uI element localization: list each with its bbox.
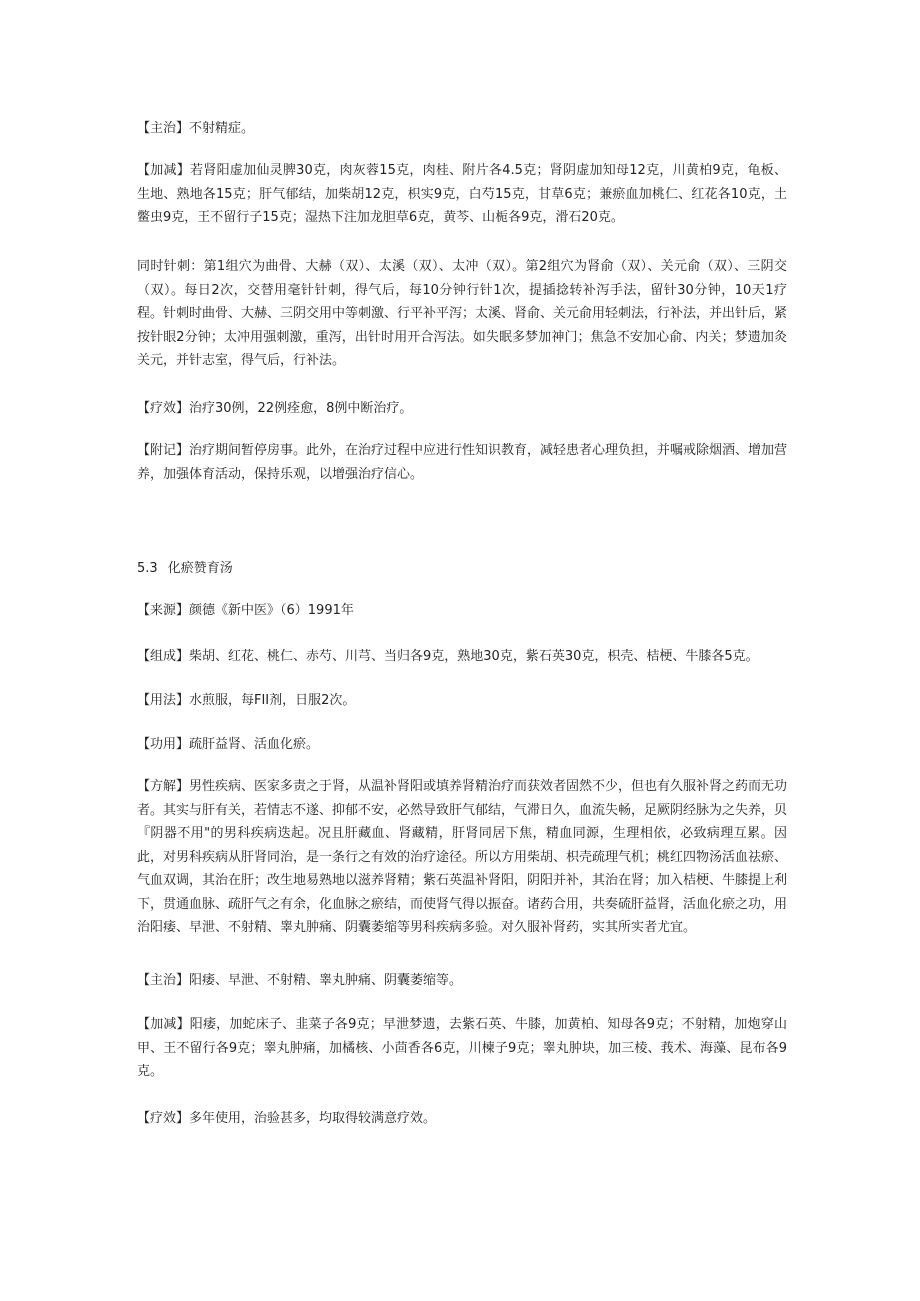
paragraph-modification-2: 【加减】阳痿，加蛇床子、韭菜子各9克；早泄梦遗，去紫石英、牛膝，加黄柏、知母各9克；不射精，加炮穿山甲、王不留行各9克；睾丸肿痛，加橘核、小茴香各6克，川楝子9克；睾丸肿块，加三棱、莪术、海藻、昆布各9克。 xyxy=(137,1017,787,1079)
paragraph-explanation: 【方解】男性疾病、医家多责之于肾，从温补肾阳或填养肾精治疗而获效者固然不少，但也有久服补肾之药而无功者。其实与肝有关，若情志不遂、抑郁不安，必然导致肝气郁结，气滞日久，血流失畅，足厥阴经脉为之失养，贝『阴器不用"的男科疾病迭起。况且肝藏血、肾藏精，肝肾同居下焦，精血同源，生理相依，必致病理互累。因此，对男科疾病从肝肾同治，是一条行之有效的治疗途径。所以方用柴胡、枳壳疏理气机；桃红四物汤活血祛瘀、气血双调，其治在肝；改生地易熟地以滋养肾精；紫石英温补肾阳，阴阳并补，其治在肾；加入桔梗、牛膝提上利下，贯通血脉、疏肝气之有余，化血脉之瘀结，而使肾气得以振奋。诸药合用，共奏硫肝益肾，活血化瘀之功，用治阳痿、早泄、不射精、睾丸肿痛、阴囊萎缩等男科疾病多验。对久服补肾药，实其所实者尤宜。 xyxy=(137,779,788,935)
paragraph-composition: 【组成】柴胡、红花、桃仁、赤芍、川芎、当归各9克，熟地30克，紫石英30克，枳壳、桔梗、牛膝各5克。 xyxy=(137,649,759,664)
section-number: 5.3 xyxy=(137,561,158,576)
paragraph-efficacy-2: 【疗效】多年使用，治验甚多，均取得较满意疗效。 xyxy=(137,1111,437,1126)
paragraph-indication: 【主治】不射精症。 xyxy=(137,121,255,136)
paragraph-modification: 【加减】若肾阳虚加仙灵脾30克，肉灰蓉15克，肉桂、附片各4.5克；肾阴虚加知母12克，川黄柏9克，龟板、生地、熟地各15克；肝气郁结，加柴胡12克，枳实9克，白芍15克，甘草6克；兼瘀血加桃仁、红花各10克，土鳖虫9克，王不留行子15克；湿热下注加龙胆草6克，黄芩、山栀各9克，滑石20克。 xyxy=(137,163,787,225)
paragraph-function: 【功用】疏肝益肾、活血化瘀。 xyxy=(137,737,320,752)
paragraph-efficacy: 【疗效】治疗30例，22例痊愈，8例中断治疗。 xyxy=(137,401,413,416)
paragraph-acupuncture: 同时针刺：第1组穴为曲骨、大赫（双）、太溪（双）、太冲（双）。第2组穴为肾俞（双）、关元俞（双）、三阴交（双）。每日2次，交替用毫针针刺，得气后，每10分钟行针1次，提插捻转补泻手法，留针30分钟，10天1疗程。针刺时曲骨、大赫、三阴交用中等刺激、行平补平泻；太溪、肾俞、关元俞用轻刺法，行补法，并出针后，紧按针眼2分钟；太冲用强刺激，重泻，出针时用开合泻法。如失眠多梦加神门；焦急不安加心俞、内关；梦遗加灸关元，并针志室，得气后，行补法。 xyxy=(137,259,788,368)
paragraph-note: 【附记】治疗期间暂停房事。此外，在治疗过程中应进行性知识教育，减轻患者心理负担，并嘱戒除烟酒、增加营养，加强体育活动，保持乐观，以增强治疗信心。 xyxy=(137,443,788,482)
paragraph-usage: 【用法】水煎服，每FII剂，日服2次。 xyxy=(137,693,356,708)
paragraph-source: 【来源】颜德《新中医》（6）1991年 xyxy=(137,603,354,618)
section-heading xyxy=(137,557,233,581)
paragraph-indication-2: 【主治】阳痿、早泄、不射精、睾丸肿痛、阴囊萎缩等。 xyxy=(137,973,463,988)
section-title: 化瘀赞育汤 xyxy=(167,561,233,576)
